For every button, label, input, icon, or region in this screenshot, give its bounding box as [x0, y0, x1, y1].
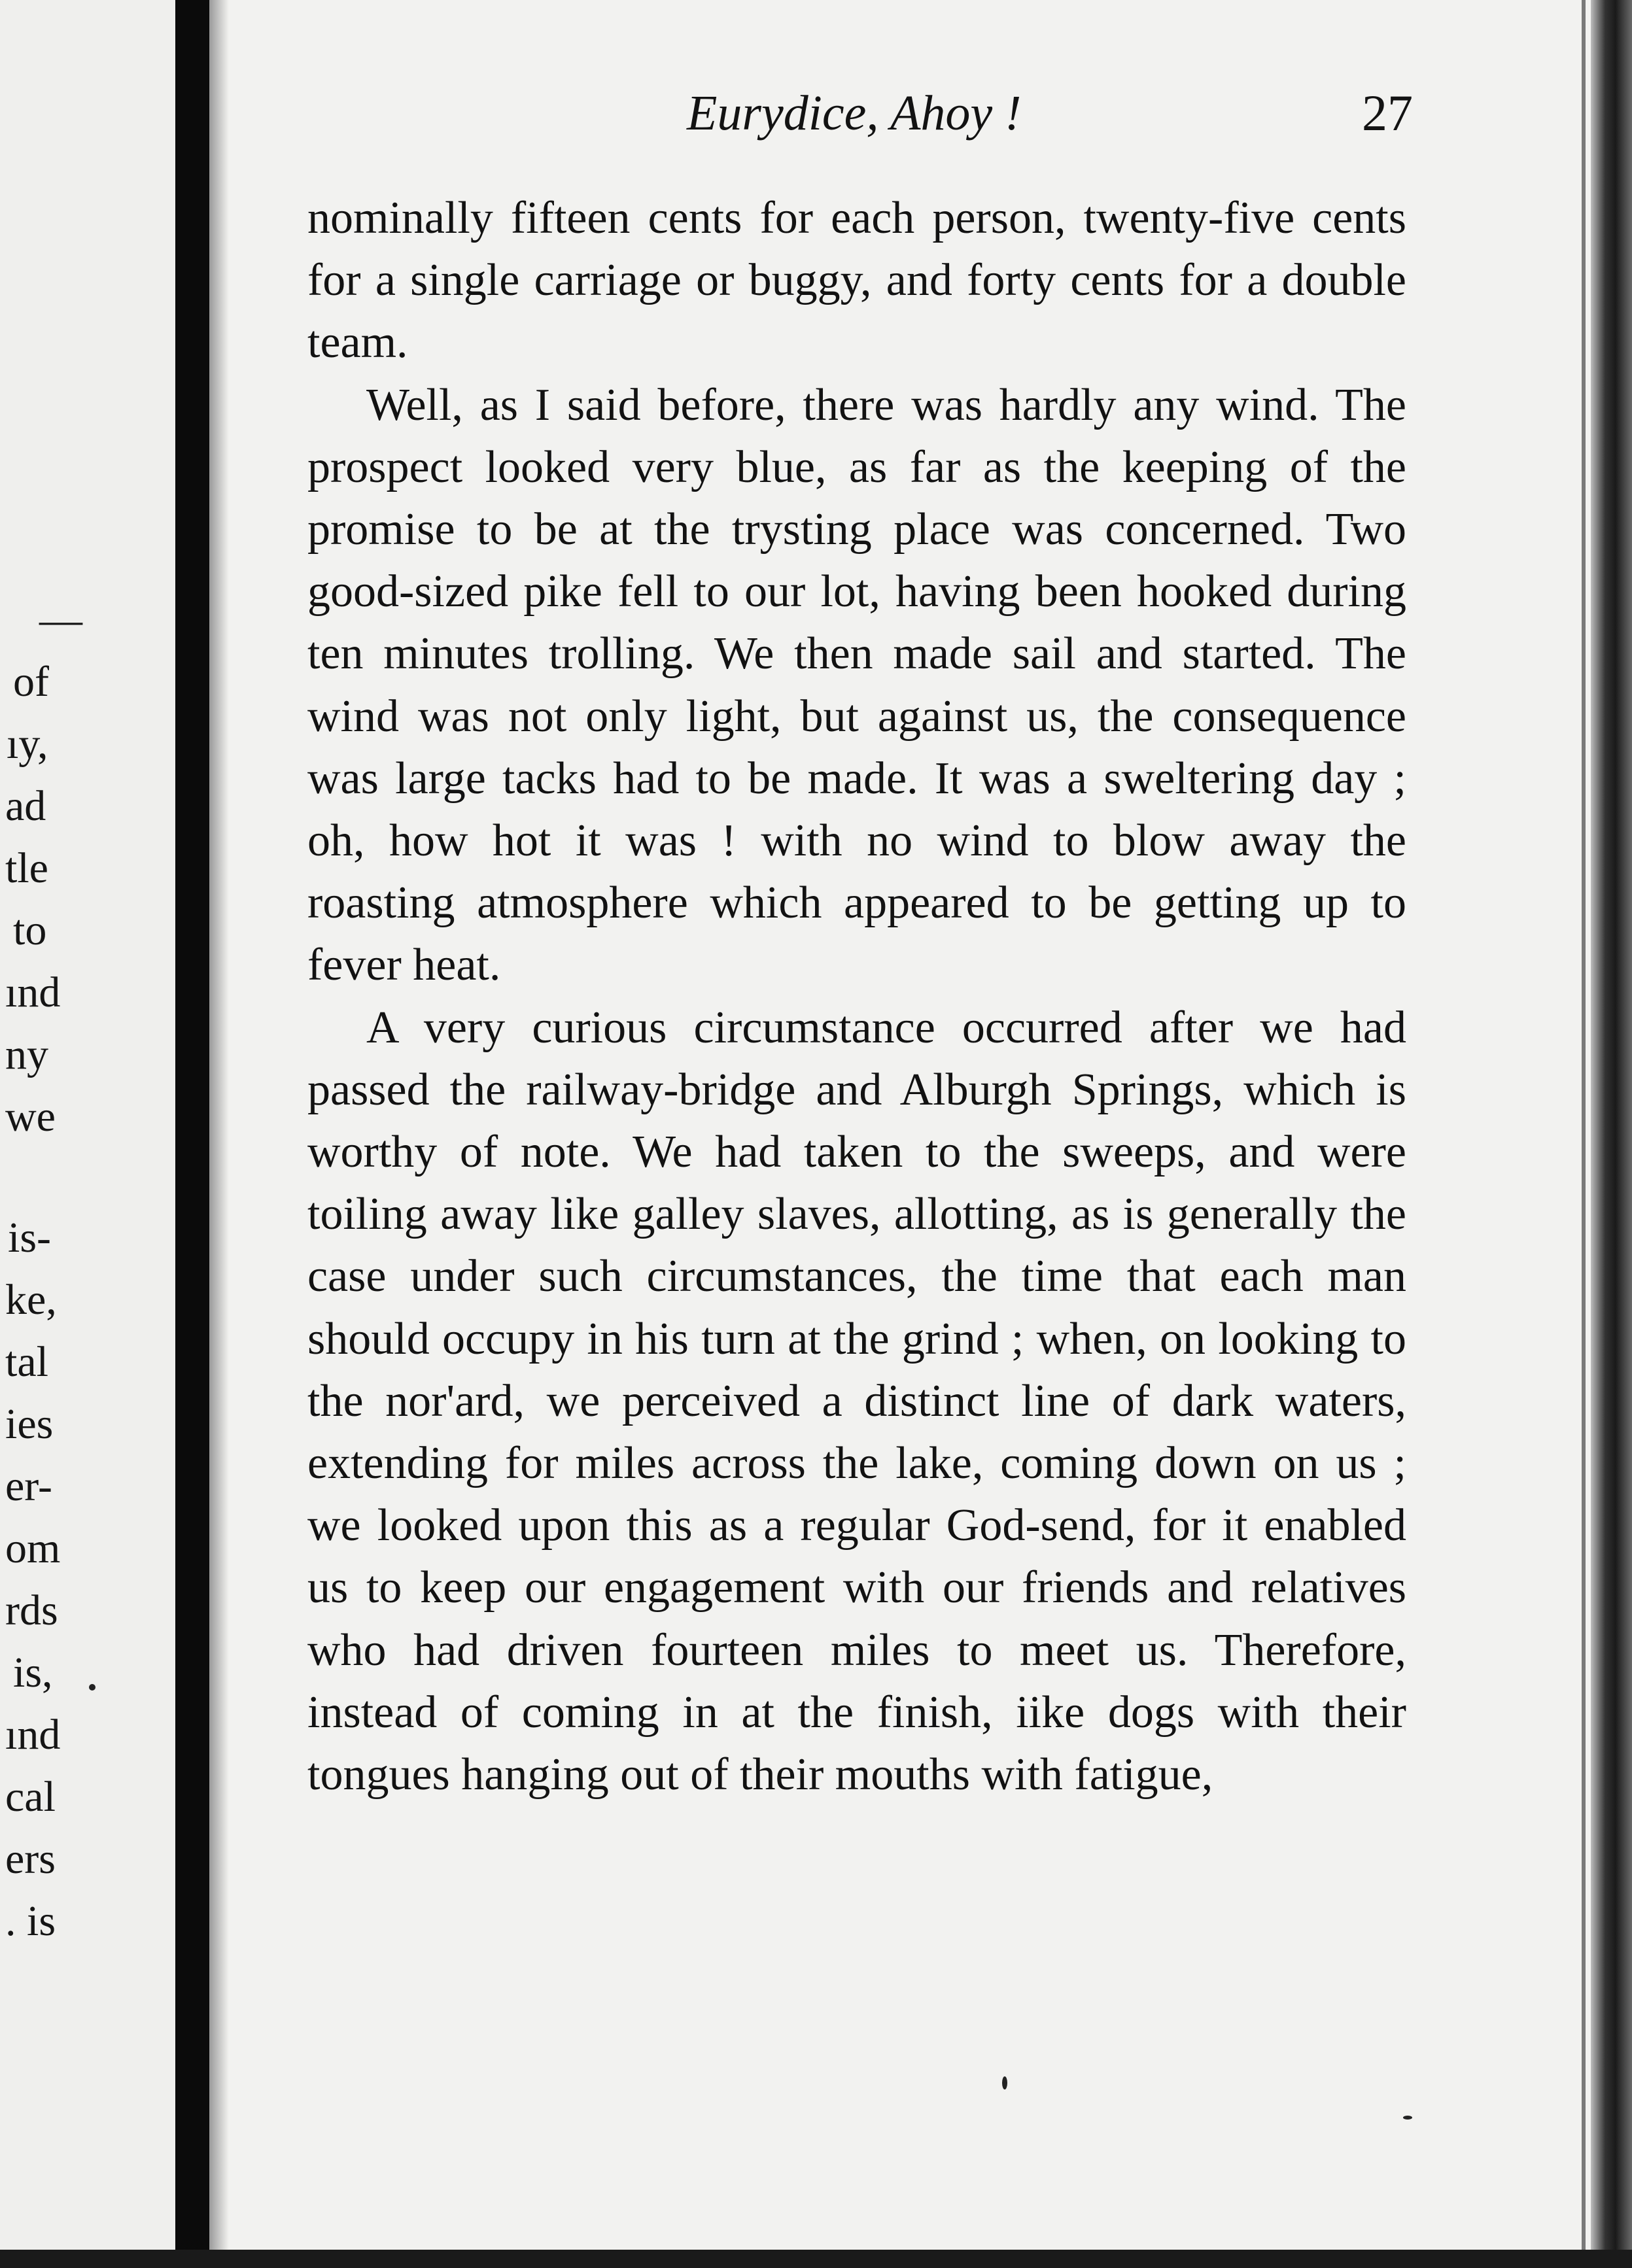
left-line-fragment: ınd	[5, 969, 61, 1016]
gutter-shadow	[209, 0, 229, 2268]
left-line-fragment: cal	[5, 1773, 56, 1821]
page-number: 27	[1362, 84, 1413, 141]
paragraph: A very curious circumstance occurred after we had passed the railway-bridge and Alburgh Springs, which is worthy of note. We had taken to the sweeps, and were toiling away like galley slaves, allotting, as is generally the case under such circumstances, the time that each man should occupy in his turn at the grind ; when, on looking to the nor'ard, we perceived a distinct line of dark waters, extending for miles across the lake, coming down on us ; we looked upon this as a regular God-send, for it enabled us to keep our engagement with our friends and relatives who had driven fourteen miles to meet us. Therefore, instead of coming in at the finish, iike dogs with their tongues hanging out of their mouths with fatigue,	[307, 1002, 1406, 1800]
scan-bottom-edge	[0, 2250, 1632, 2268]
left-line-fragment: is,	[13, 1649, 53, 1696]
paragraph: nominally fifteen cents for each person, twenty-five cents for a single carriage or buggy, and forty cents for a double team.	[307, 193, 1406, 368]
left-line-fragment: ies	[5, 1400, 54, 1448]
left-line-fragment: ke,	[5, 1276, 57, 1324]
left-line-fragment: ers	[5, 1835, 56, 1883]
left-line-fragment: ınd	[5, 1711, 61, 1759]
left-line-fragment: er-	[5, 1462, 52, 1510]
left-line-fragment: om	[5, 1524, 61, 1572]
left-line-fragment: ad	[5, 782, 46, 830]
print-speck	[89, 1684, 95, 1691]
book-gutter	[175, 0, 209, 2268]
left-line-fragment: is-	[8, 1214, 51, 1262]
left-line-fragment: tal	[5, 1338, 48, 1386]
left-line-fragment: tle	[5, 844, 48, 892]
left-line-fragment: ıy,	[7, 720, 48, 768]
left-line-fragment: . is	[5, 1897, 56, 1945]
running-title: Eurydice, Ahoy !	[687, 86, 1022, 141]
left-line-fragment: ny	[5, 1031, 48, 1078]
left-line-fragment: to	[13, 906, 47, 954]
left-line-fragment: —	[39, 596, 82, 644]
left-line-fragment: of	[13, 658, 49, 706]
left-line-fragment: rds	[5, 1587, 58, 1634]
print-speck	[1002, 2076, 1007, 2089]
page-edge-line	[1582, 0, 1586, 2268]
body-text	[307, 187, 1406, 1806]
page-header	[307, 77, 1413, 149]
facing-page-fragment	[0, 0, 177, 2268]
paragraph: Well, as I said before, there was hardly any wind. The prospect looked very blue, as far as the keeping of the promise to be at the trysting place was concerned. Two good-sized pike fell to our lot, having been hooked during ten minutes trolling. We then made sail and started. The wind was not only light, but against us, the consequence was large tacks had to be made. It was a sweltering day ; oh, how hot it was ! with no wind to blow away the roasting atmosphere which appeared to be getting up to fever heat.	[307, 379, 1406, 991]
left-line-fragment: we	[5, 1093, 56, 1141]
print-speck	[1403, 2116, 1412, 2120]
page-edge	[1591, 0, 1632, 2268]
